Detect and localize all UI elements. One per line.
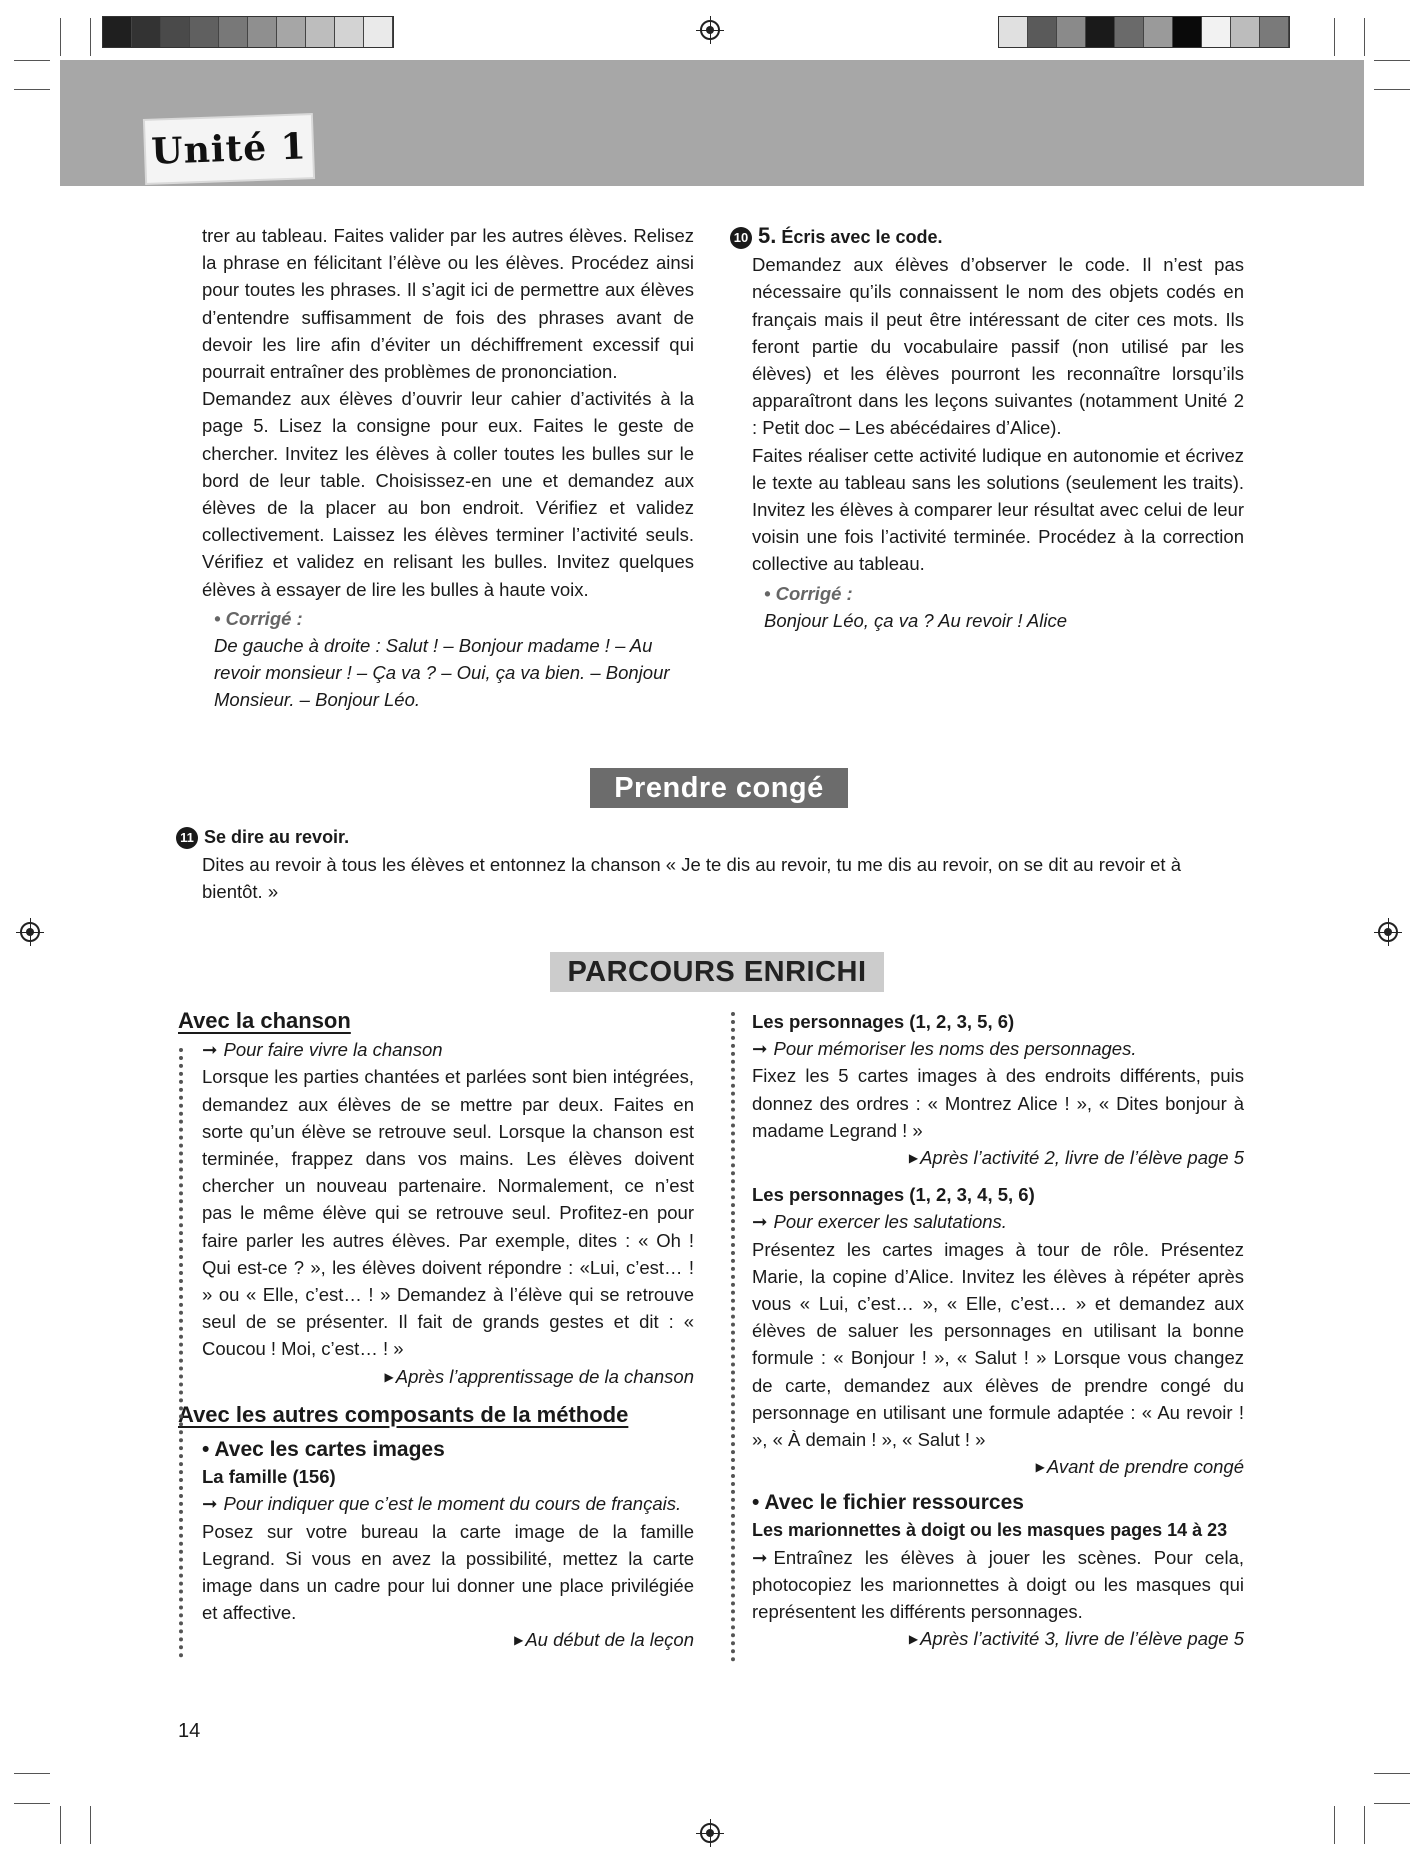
heading-autres-composants: Avec les autres composants de la méthode [178,1401,629,1427]
paragraph: trer au tableau. Faites valider par les autres élèves. Relisez la phrase en félicitant l’élève ou les élèves. Procédez ainsi pour toutes les phrases. Il s’agit ici de permettre aux élèves d’entendre suffisamment de fois des phrases avant de devoir les lire afin d’éviter un déchiffrement excessif qui pourrait entraîner des problèmes de prononciation. [202,225,694,383]
paragraph: Fixez les 5 cartes images à des endroits différents, puis donnez des ordres : « Montrez Alice ! », « Dites bonjour à madame Legrand ! » [752,1065,1244,1141]
timing: Au début de la leçon [525,1629,694,1651]
purpose: Pour mémoriser les noms des personnages. [773,1038,1137,1060]
purpose: Pour faire vivre la chanson [223,1039,443,1061]
section-banner-prendre-conge: Prendre congé [590,768,848,808]
registration-mark-icon [700,20,720,40]
activity-title: Se dire au revoir. [204,827,350,847]
arrow-icon: ➞ [752,1038,768,1060]
crop-mark [14,60,50,61]
paragraph: Présentez les cartes images à tour de rôle. Présentez Marie, la copine d’Alice. Invitez les élèves à répéter après vous « Lui, c’est… », « Elle, c’est… » et demandez aux élèves de saluer les personnages en utilisant la bonne formule : « Bonjour ! », « Salut ! » Lorsque vous changez de carte, demandez aux élèves de prendre congé du personnage en utilisant une formule adaptée : « Au revoir ! », « À demain ! », « Salut ! » [752,1238,1244,1451]
page-number: 14 [178,1720,201,1742]
crop-mark [60,1806,61,1844]
triangle-icon: ▶ [514,1633,524,1648]
timing: Avant de prendre congé [1046,1456,1244,1478]
dotted-rule [179,1048,183,1658]
crop-mark [1334,18,1335,56]
card-title: La famille (156) [202,1466,336,1488]
activity-11 [176,824,1244,906]
purpose: Pour indiquer que c’est le moment du cours de français. [223,1493,682,1515]
crop-mark [90,18,91,56]
corrige-text: Bonjour Léo, ça va ? Au revoir ! Alice [764,609,1068,631]
crop-mark [60,18,61,56]
corrige-label: • Corrigé : [764,582,853,604]
heading-avec-la-chanson: Avec la chanson [178,1008,351,1033]
corrige-text: De gauche à droite : Salut ! – Bonjour madame ! – Au revoir monsieur ! – Ça va ? – Oui, ça va bien. – Bonjour Monsieur. – Bonjour Léo. [214,635,670,711]
card-title: Les marionnettes à doigt ou les masques pages 14 à 23 [752,1519,1228,1540]
crop-mark [1374,60,1410,61]
registration-mark-icon [20,922,40,942]
arrow-icon: ➞ [752,1211,768,1233]
activity-10 [728,222,1244,634]
parcours-right-column [752,1008,1244,1654]
paragraph: Dites au revoir à tous les élèves et entonnez la chanson « Je te dis au revoir, tu me dis au revoir, on se dit au revoir et à bientôt. » [202,854,1181,903]
corrige-label: • Corrigé : [214,607,303,629]
crop-mark [1364,1806,1365,1844]
dotted-rule [731,1012,735,1662]
crop-mark [14,1803,50,1804]
subheading-fichier-ressources: • Avec le fichier ressources [752,1491,1024,1515]
triangle-icon: ▶ [908,1632,919,1647]
crop-mark [90,1806,91,1844]
timing: Après l’activité 3, livre de l’élève page 5 [920,1628,1244,1650]
activity-number: 5. [758,223,777,248]
triangle-icon: ▶ [384,1369,394,1384]
crop-mark [1374,1773,1410,1774]
timing: Après l’apprentissage de la chanson [395,1365,694,1387]
color-calibration-strip-left [102,16,394,48]
unit-label: Unité 1 [145,115,313,183]
purpose: Pour exercer les salutations. [773,1211,1007,1233]
crop-mark [1364,18,1365,56]
triangle-icon: ▶ [908,1151,919,1166]
activity-title: Écris avec le code. [781,227,943,247]
paragraph: Demandez aux élèves d’observer le code. Il n’est pas nécessaire qu’ils connaissent le nom des objets codés en français mais il peut être intéressant de citer ces mots. Ils feront partie du vocabulaire passif (non utilisé par les élèves) et les élèves pourront les reconnaître lorsqu’ils apparaîtront dans les leçons suivantes (notamment Unité 2 : Petit doc – Les abécédaires d’Alice). [752,254,1244,439]
crop-mark [14,89,50,90]
left-top-column [202,222,694,714]
section-banner-parcours-enrichi: PARCOURS ENRICHI [550,952,884,992]
arrow-icon: ➞ [202,1493,218,1515]
activity-number-badge: 10 [730,227,752,249]
parcours-left-column [178,1007,694,1655]
registration-mark-icon [1378,922,1398,942]
triangle-icon: ▶ [1035,1460,1045,1475]
crop-mark [1374,89,1410,90]
crop-mark [14,1773,50,1774]
paragraph: Entraînez les élèves à jouer les scènes. Pour cela, photocopiez les marionnettes à doigt ou les masques qui représentent les différents personnages. [752,1546,1244,1623]
card-title: Les personnages (1, 2, 3, 4, 5, 6) [752,1184,1035,1206]
arrow-icon: ➞ [202,1039,218,1061]
subheading-cartes-images: • Avec les cartes images [202,1438,445,1462]
registration-mark-icon [700,1823,720,1843]
crop-mark [1374,1803,1410,1804]
paragraph: Lorsque les parties chantées et parlées sont bien intégrées, demandez aux élèves de se mettre par deux. Faites en sorte qu’un élève se retrouve seul. Lorsque la chanson est terminée, frappez dans vos mains. Les élèves doivent chercher un nouveau partenaire. Normalement, ce n’est pas le même élève qui se retrouve seul. Profitez-en pour faire parler les autres élèves. Par exemple, dites : « Oh ! Qui est-ce ? », les élèves doivent répondre : «Lui, c’est… ! » ou « Elle, c’est… ! » Demandez à l’élève qui se retrouve seul de se présenter. Il fait de grands gestes et dit : « Coucou ! Moi, c’est… ! » [202,1066,694,1360]
crop-mark [1334,1806,1335,1844]
paragraph: Demandez aux élèves d’ouvrir leur cahier d’activités à la page 5. Lisez la consigne pour eux. Faites le geste de chercher. Invitez les élèves à coller toutes les bulles sur le bord de leur table. Choisissez-en une et demandez aux élèves de la placer au bon endroit. Vérifiez et validez collectivement. Laissez les élèves terminer l’activité seuls. Vérifiez et validez en relisant les bulles. Invitez quelques élèves à essayer de lire les bulles à haute voix. [202,388,694,600]
activity-number-badge: 11 [176,827,198,849]
paragraph: Posez sur votre bureau la carte image de la famille Legrand. Si vous en avez la possibilité, mettez la carte image dans un cadre pour lui donner une place privilégiée et affective. [202,1520,694,1624]
arrow-icon: ➞ [752,1546,768,1568]
timing: Après l’activité 2, livre de l’élève page 5 [920,1147,1244,1169]
paragraph: Faites réaliser cette activité ludique en autonomie et écrivez le texte au tableau sans les solutions (seulement les traits). Invitez les élèves à comparer leur résultat avec celui de leur voisin une fois l’activité terminée. Procédez à la correction collective au tableau. [752,444,1244,575]
card-title: Les personnages (1, 2, 3, 5, 6) [752,1011,1015,1032]
color-calibration-strip-right [998,16,1290,48]
